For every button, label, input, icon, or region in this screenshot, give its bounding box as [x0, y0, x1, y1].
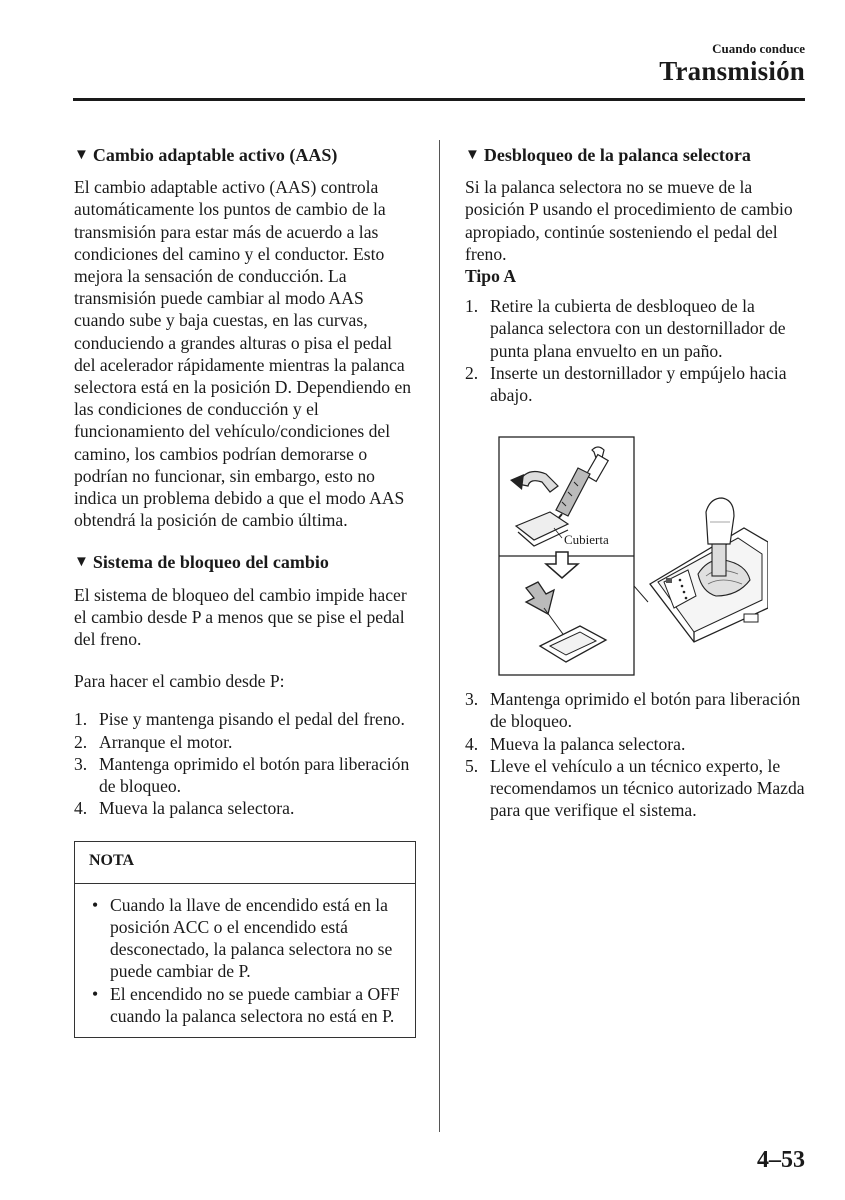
aas-heading-text: Cambio adaptable activo (AAS) — [92, 145, 338, 165]
page-number: 4–53 — [757, 1147, 805, 1173]
note-body — [75, 884, 415, 1037]
triangle-marker-icon: ▼ — [465, 147, 480, 163]
step-number: 4. — [465, 733, 479, 754]
note-title: NOTA — [75, 842, 415, 883]
lock-intro: Para hacer el cambio desde P: — [74, 671, 285, 692]
shift-lock-illustration — [498, 436, 768, 676]
lock-paragraph: El sistema de bloqueo del cambio impide hacer el cambio desde P a menos que se pise el pedal del freno. — [74, 584, 407, 650]
step-text: Inserte un destornillador y empújelo hacia abajo. — [490, 362, 787, 406]
step-number: 2. — [74, 731, 88, 752]
step-text: Mueva la palanca selectora. — [99, 798, 295, 819]
header-section-label: Cuando conduce — [712, 41, 805, 56]
aas-heading — [74, 144, 416, 166]
step-number: 1. — [465, 296, 479, 317]
step-number: 3. — [74, 753, 88, 774]
step-text: Retire la cubierta de desbloqueo de la palanca selectora con un destornillador de punta plana envuelto en un paño. — [490, 296, 786, 361]
step-text: Pise y mantenga pisando el pedal del freno. — [99, 709, 405, 730]
list-item — [465, 688, 810, 732]
bullet-icon: • — [92, 894, 99, 915]
step-number: 2. — [465, 362, 479, 383]
list-item — [89, 983, 401, 1027]
list-item — [74, 797, 416, 819]
release-steps-a — [465, 295, 810, 406]
list-item — [74, 753, 416, 797]
aas-paragraph: El cambio adaptable activo (AAS) controla automáticamente los puntos de cambio de la transmisión para estar más de acuerdo a las condiciones del camino y el conductor. Esto mejora la sensación de conducción. La transmisión puede cambiar al modo AAS cuando sube y baja cuestas, en las curvas, conduciendo a grandes alturas o pisa el pedal del acelerador rápidamente mientras la palanca selectora está en la posición D. Dependiendo en las condiciones de conducción y el funcionamiento del vehículo/condiciones del camino, los cambios podrían demorarse o podrían no funcionar, sin embargo, esto no indica un problema debido a que el modo AAS obtendrá la posición de cambio última. — [74, 177, 412, 531]
list-item — [74, 708, 416, 730]
triangle-marker-icon: ▼ — [74, 554, 89, 571]
list-item — [465, 755, 810, 822]
column-divider — [439, 140, 440, 1132]
release-steps-b — [465, 688, 810, 821]
list-item — [74, 731, 416, 753]
step-text: Mueva la palanca selectora. — [490, 733, 686, 754]
step-text: Mantenga oprimido el botón para liberación de bloqueo. — [99, 753, 410, 797]
list-item — [465, 362, 810, 406]
release-heading-text: Desbloqueo de la palanca selectora — [483, 145, 751, 165]
step-number: 3. — [465, 689, 479, 710]
lock-heading — [74, 551, 416, 573]
step-text: Arranque el motor. — [99, 731, 233, 752]
tipo-a-subheading: Tipo A — [465, 266, 517, 287]
release-paragraph: Si la palanca selectora no se mueve de la posición P usando el procedimiento de cambio apropiado, continúe sosteniendo el pedal del freno. — [465, 177, 793, 264]
step-text: Lleve el vehículo a un técnico experto, le recomendamos un técnico autorizado Mazda para que verifique el sistema. — [490, 755, 805, 821]
list-item — [465, 733, 810, 755]
release-heading — [465, 144, 810, 166]
step-number: 5. — [465, 755, 479, 776]
lock-heading-text: Sistema de bloqueo del cambio — [92, 552, 329, 573]
list-item — [89, 894, 401, 983]
note-text: Cuando la llave de encendido está en la posición ACC o el encendido está desconectado, la palanca selectora no se puede cambiar de P. — [110, 894, 393, 982]
left-column — [74, 144, 416, 1038]
triangle-marker-icon: ▼ — [74, 147, 89, 163]
lock-steps — [74, 708, 416, 819]
step-number: 4. — [74, 798, 88, 819]
step-text: Mantenga oprimido el botón para liberación de bloqueo. — [490, 689, 801, 732]
shift-lever-console — [634, 498, 768, 642]
page-title: Transmisión — [659, 56, 805, 86]
note-text: El encendido no se puede cambiar a OFF cuando la palanca selectora no está en P. — [110, 983, 400, 1026]
step-number: 1. — [74, 709, 88, 730]
note-box — [74, 841, 416, 1037]
shift-lock-release-figure — [498, 436, 768, 676]
right-column — [465, 144, 810, 821]
list-item — [465, 295, 810, 362]
header-rule — [73, 98, 805, 101]
bullet-icon: • — [92, 983, 99, 1004]
figure-label-cubierta: Cubierta — [564, 532, 609, 548]
note-list — [89, 894, 401, 1027]
